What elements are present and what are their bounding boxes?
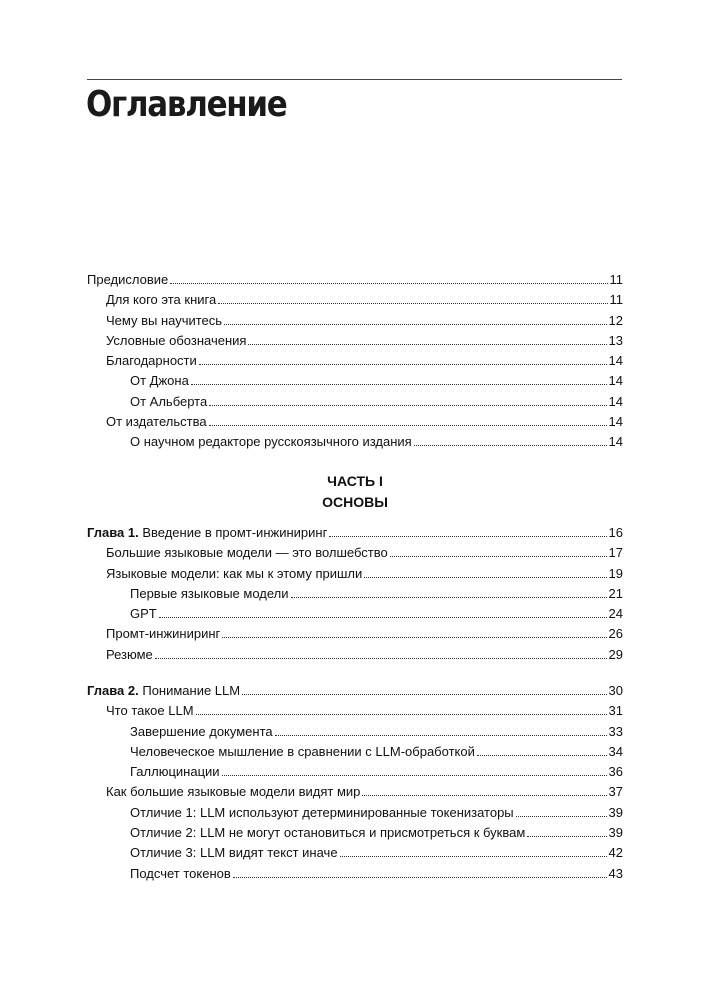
page-title: Оглавление [86,84,287,125]
toc-entry-label: О научном редакторе русскоязычного издания [130,434,412,450]
toc-entry-label: От Альберта [130,393,208,409]
toc-entry-label: Что такое LLM [106,703,194,719]
toc-front-matter [87,270,623,453]
toc-entry-page: 36 [608,764,623,780]
toc-entry-label: От Джона [130,373,189,389]
toc-entry[interactable] [87,543,623,563]
toc-entry-page: 39 [608,825,623,841]
toc-entry-label: Промт-инжиниринг [106,626,221,642]
toc-entry[interactable] [87,624,623,644]
dot-leader [242,694,606,695]
dot-leader [275,735,607,736]
toc-entry-label: Чему вы научитесь [106,312,223,328]
toc-entry-label: Галлюцинации [130,764,220,780]
toc-entry-label: Языковые модели: как мы к этому пришли [106,565,363,581]
toc-entry-page: 14 [608,353,623,369]
toc-entry[interactable] [87,803,623,823]
part-name: ОСНОВЫ [322,494,388,510]
toc-entry-label: Условные обозначения [106,332,247,348]
toc-entry-page: 11 [609,272,623,287]
toc-entry-label: Резюме [106,646,153,662]
chapter-title: Введение в промт-инжиниринг [142,525,328,540]
chapter-title: Понимание LLM [142,683,241,698]
toc-entry-label: Первые языковые модели [130,585,289,601]
toc-entry[interactable] [87,701,623,721]
toc-entry-page: 19 [608,565,623,581]
toc-entry[interactable] [87,270,623,290]
chapter-prefix: Глава 1. [87,525,139,540]
dot-leader [199,364,607,365]
toc-entry-label: От издательства [106,414,207,430]
toc-entry-label: Предисловие [87,272,169,287]
dot-leader [191,384,607,385]
dot-leader [233,877,607,878]
dot-leader [209,425,607,426]
toc-entry-page: 43 [608,865,623,881]
toc-entry-page: 11 [609,292,623,308]
toc-entry-page: 14 [608,434,623,450]
toc-entry-label: Отличие 1: LLM используют детерминированные токенизаторы [130,804,514,820]
toc-entry-label: Для кого эта книга [106,292,217,308]
toc-entry[interactable] [87,782,623,802]
toc-entry-label: Завершение документа [130,723,273,739]
dot-leader [224,324,606,325]
dot-leader [390,556,607,557]
toc-entry-page: 37 [608,784,623,800]
toc-entry[interactable] [87,823,623,843]
toc-entry[interactable] [87,843,623,863]
toc-entry[interactable] [87,392,623,412]
toc-entry[interactable] [87,564,623,584]
dot-leader [527,836,606,837]
toc-chapter-entry[interactable] [87,523,623,543]
toc-entry-page: 34 [608,743,623,759]
toc-entry-label: Отличие 2: LLM не могут остановиться и присмотреться к буквам [130,825,526,841]
dot-leader [414,445,607,446]
dot-leader [222,637,606,638]
toc-entry[interactable] [87,645,623,665]
toc-entry-page: 14 [608,373,623,389]
toc-entry-page: 29 [608,646,623,662]
toc-entry-page: 14 [608,393,623,409]
toc-entry[interactable] [87,722,623,742]
dot-leader [159,617,607,618]
toc-entry[interactable] [87,762,623,782]
toc-entry-page: 13 [608,332,623,348]
toc-chapter-2 [87,681,623,884]
toc-entry-page: 26 [608,626,623,642]
toc-entry-page: 33 [608,723,623,739]
toc-entry-label [87,681,240,701]
dot-leader [291,597,607,598]
chapter-prefix: Глава 2. [87,683,139,698]
toc-entry[interactable] [87,290,623,310]
toc-entry[interactable] [87,864,623,884]
toc-entry-page: 16 [608,525,623,540]
toc-entry[interactable] [87,584,623,604]
toc-entry[interactable] [87,432,623,452]
dot-leader [218,303,607,304]
toc-entry[interactable] [87,331,623,351]
toc-entry-page: 30 [608,683,623,698]
dot-leader [248,344,606,345]
toc-entry-label: Большие языковые модели — это волшебство [106,545,388,561]
toc-entry-label: Благодарности [106,353,197,369]
toc-entry-label: Как большие языковые модели видят мир [106,784,361,800]
toc-entry-page: 21 [608,585,623,601]
toc-entry-label: Человеческое мышление в сравнении с LLM-обработкой [130,743,475,759]
toc-entry[interactable] [87,604,623,624]
dot-leader [477,755,607,756]
dot-leader [516,816,607,817]
dot-leader [155,658,607,659]
dot-leader [364,577,606,578]
toc-entry-page: 17 [608,545,623,561]
toc-entry[interactable] [87,742,623,762]
toc-chapter-1 [87,523,623,665]
dot-leader [340,856,607,857]
dot-leader [329,536,606,537]
top-rule [87,79,622,80]
toc-entry[interactable] [87,371,623,391]
toc-entry-page: 24 [608,606,623,622]
toc-entry-page: 12 [608,312,623,328]
part-number: ЧАСТЬ I [327,473,383,489]
toc-entry[interactable] [87,351,623,371]
dot-leader [209,405,606,406]
toc-chapter-entry[interactable] [87,681,623,701]
toc-entry-label: GPT [130,606,157,622]
dot-leader [362,795,606,796]
dot-leader [196,714,607,715]
toc-entry-label: Отличие 3: LLM видят текст иначе [130,845,338,861]
toc-entry[interactable] [87,412,623,432]
toc-entry-label [87,523,327,543]
toc-entry-label: Подсчет токенов [130,865,231,881]
dot-leader [170,283,607,284]
toc-entry-page: 42 [608,845,623,861]
toc-entry-page: 14 [608,414,623,430]
toc-entry[interactable] [87,311,623,331]
dot-leader [222,775,607,776]
toc-entry-page: 39 [608,804,623,820]
toc-entry-page: 31 [608,703,623,719]
